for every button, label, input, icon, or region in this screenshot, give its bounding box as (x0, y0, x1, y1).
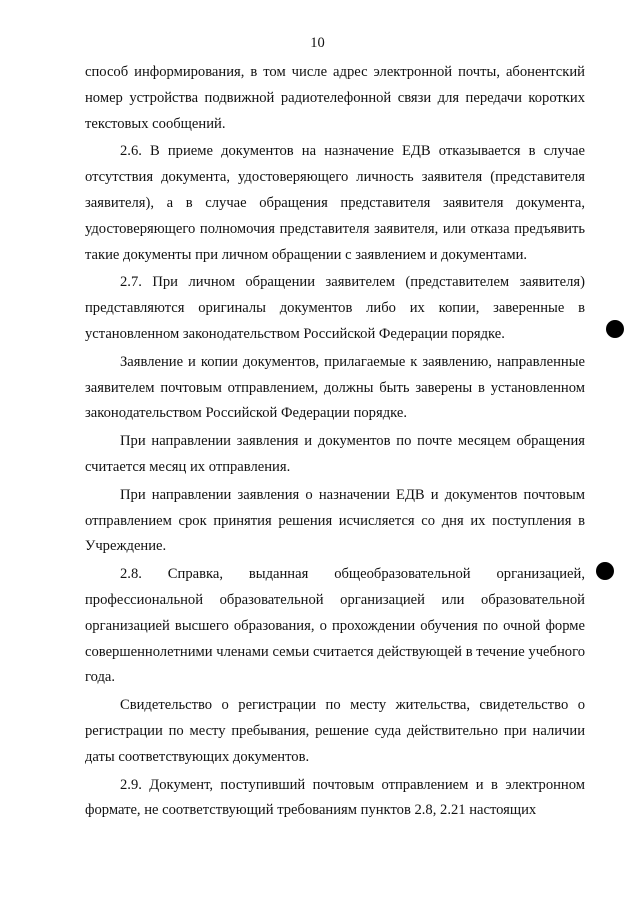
paragraph-continuation: способ информирования, в том числе адрес электронной почты, абонентский номер устройства подвижной радиотелефонной связи для передачи коротких текстовых сообщений. (85, 64, 585, 132)
punch-hole-mark (596, 562, 614, 580)
paragraph-postal-month: При направлении заявления и документов по почте месяцем обращения считается месяц их отправления. (85, 433, 585, 475)
paragraph-2-6: 2.6. В приеме документов на назначение ЕДВ отказывается в случае отсутствия документа, удостоверяющего личность заявителя (представителя заявителя), а в случае обращения представителя заявителя документа, удостоверяющего полномочия представителя заявителя, или отказа предъявить такие документы при личном обращении с заявлением и документами. (85, 143, 585, 263)
punch-hole-mark (606, 320, 624, 338)
document-body (85, 60, 585, 826)
paragraph-2-7: 2.7. При личном обращении заявителем (представителем заявителя) представляются оригиналы документов либо их копии, заверенные в установленном законодательством Российской Федерации порядке. (85, 274, 585, 342)
paragraph-postal-copies: Заявление и копии документов, прилагаемые к заявлению, направленные заявителем почтовым отправлением, должны быть заверены в установленном законодательством Российской Федерации порядке. (85, 353, 585, 422)
paragraph-postal-term: При направлении заявления о назначении ЕДВ и документов почтовым отправлением срок принятия решения исчисляется со дня их поступления в Учреждение. (85, 486, 585, 555)
page-number: 10 (310, 35, 325, 51)
paragraph-2-8: 2.8. Справка, выданная общеобразовательной организацией, профессиональной образовательной организацией или образовательной организацией высшего образования, о прохождении обучения по очной форме совершеннолетними членами семьи считается действующей в течение учебного года. (85, 566, 585, 686)
paragraph-2-9: 2.9. Документ, поступивший почтовым отправлением и в электронном формате, не соответствующий требованиям пунктов 2.8, 2.21 настоящих (85, 776, 585, 819)
paragraph-certificate: Свидетельство о регистрации по месту жительства, свидетельство о регистрации по месту пребывания, решение суда действительно при наличии даты соответствующих документов. (85, 697, 585, 765)
